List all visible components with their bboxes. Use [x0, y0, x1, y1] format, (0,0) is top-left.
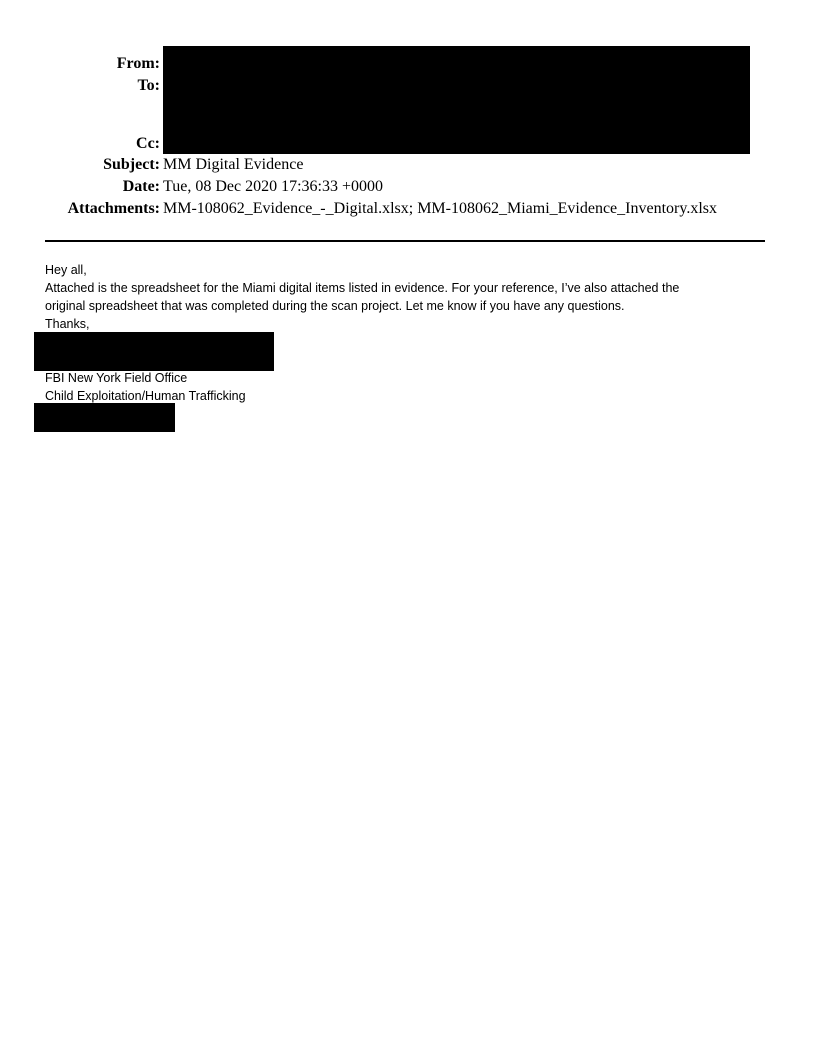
signature-office: FBI New York Field Office [45, 371, 188, 385]
recipients-redaction-block [163, 46, 750, 154]
header-divider [45, 240, 765, 242]
attachments-label: Attachments: [67, 200, 160, 217]
date-value: Tue, 08 Dec 2020 17:36:33 +0000 [163, 178, 383, 195]
date-label: Date: [122, 178, 160, 195]
signature-unit: Child Exploitation/Human Trafficking [45, 389, 246, 403]
sender-name-redaction [34, 332, 274, 371]
cc-label: Cc: [136, 135, 160, 152]
attachments-value: MM-108062_Evidence_-_Digital.xlsx; MM-108062_Miami_Evidence_Inventory.xlsx [163, 200, 717, 217]
from-label: From: [116, 55, 160, 72]
signature-contact-redaction [34, 403, 175, 432]
subject-label: Subject: [103, 156, 160, 173]
body-greeting: Hey all, [45, 263, 87, 277]
body-line-2: original spreadsheet that was completed during the scan project. Let me know if you have any questions. [45, 299, 625, 313]
to-label: To: [137, 77, 160, 94]
body-line-1: Attached is the spreadsheet for the Miami digital items listed in evidence. For your reference, I’ve also attached the [45, 281, 680, 295]
body-closing: Thanks, [45, 317, 90, 331]
subject-value: MM Digital Evidence [163, 156, 304, 173]
